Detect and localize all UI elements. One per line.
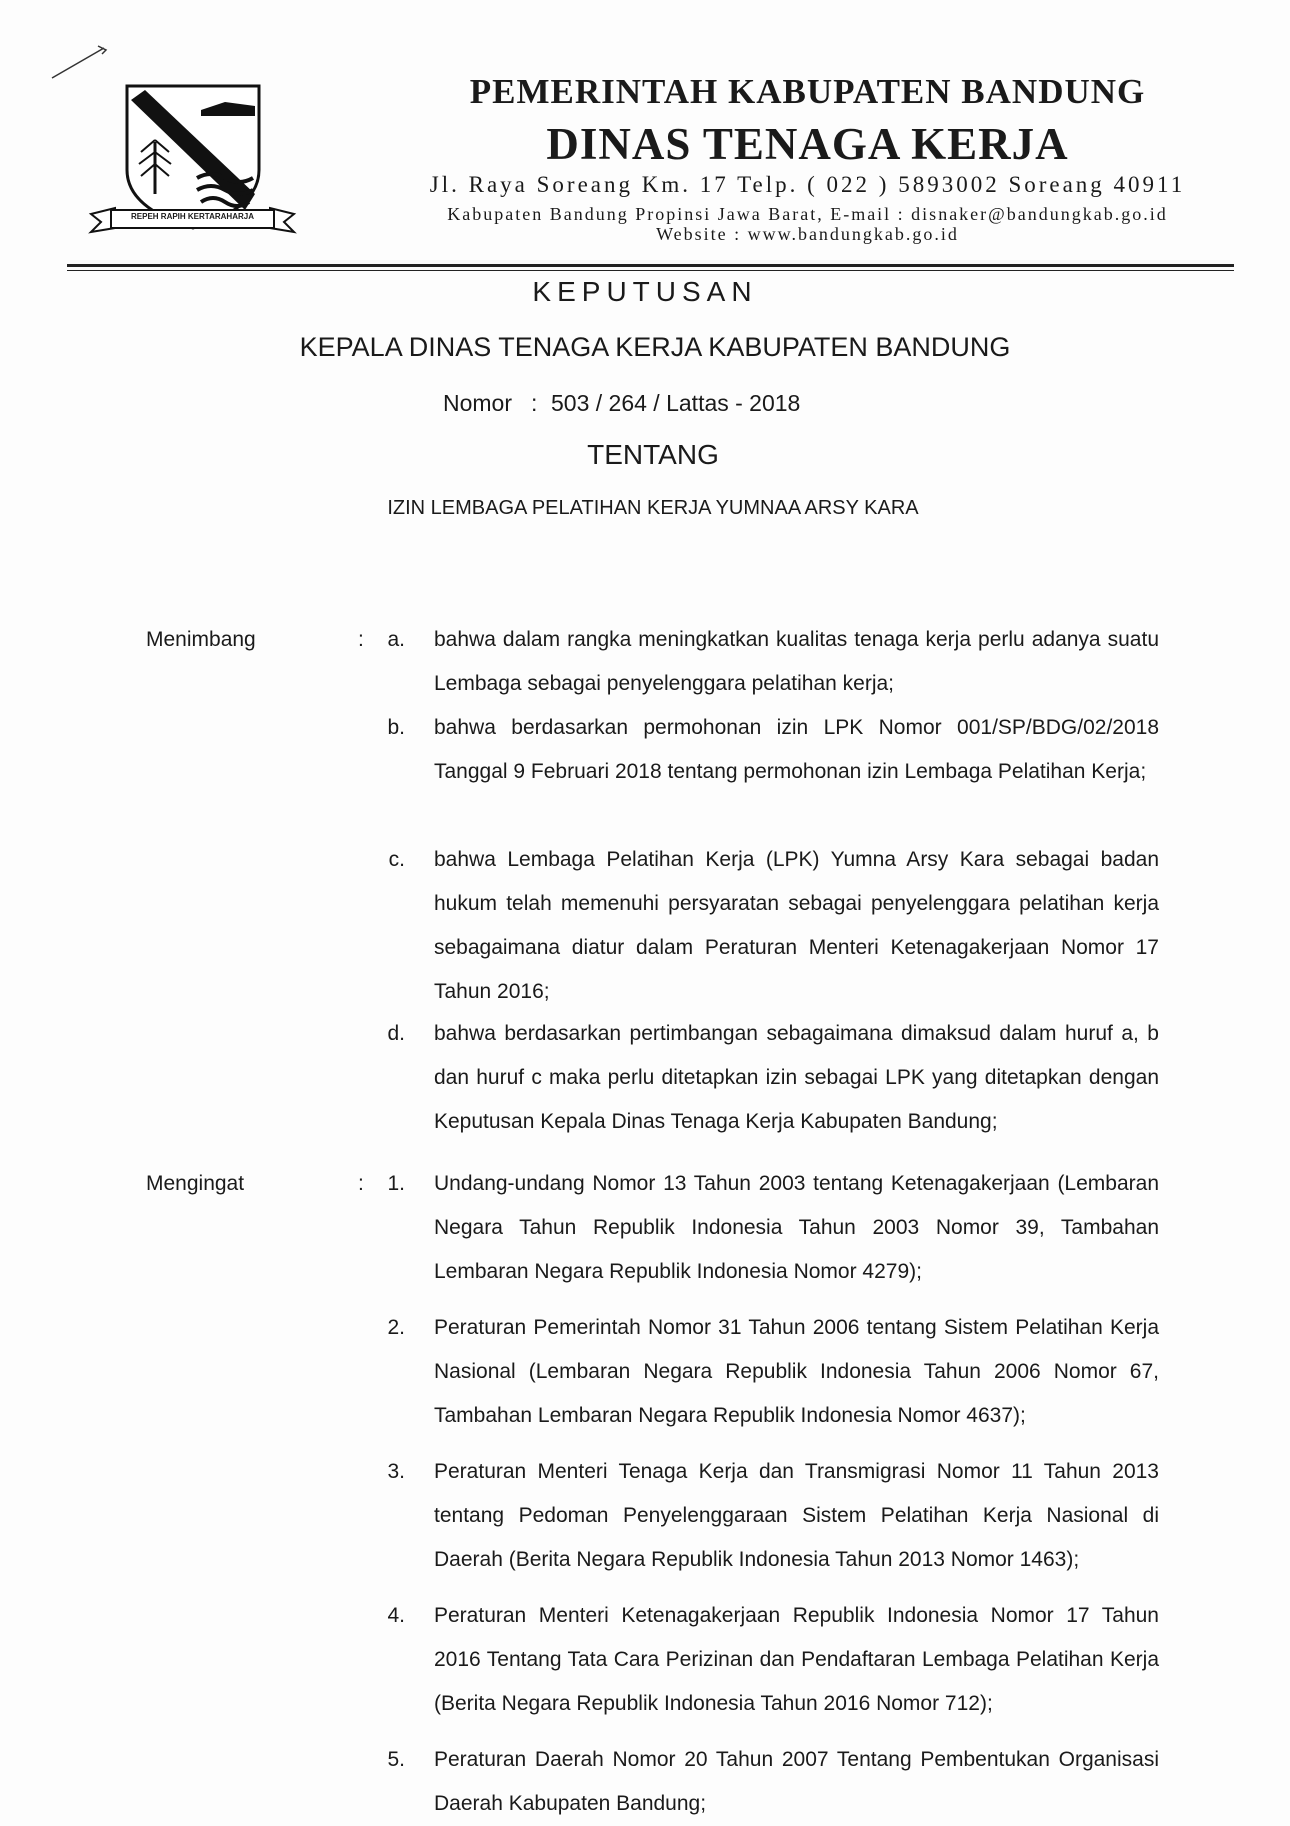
list-marker: c. xyxy=(388,848,405,871)
recalling-item: Peraturan Menteri Ketenagakerjaan Republik Indonesia Nomor 17 Tahun 2016 Tentang Tata Cara Perizinan dan Pendaftaran Lembaga Pelatihan Kerja (Berita Negara Republik Indonesia Tahun 2016 Nomor 712); xyxy=(434,1604,1159,1715)
official-title: KEPALA DINAS TENAGA KERJA KABUPATEN BANDUNG xyxy=(299,332,1011,362)
considering-item: bahwa berdasarkan pertimbangan sebagaimana dimaksud dalam huruf a, b dan huruf c maka perlu ditetapkan izin sebagai LPK yang ditetapkan dengan Keputusan Kepala Dinas Tenaga Kerja Kabupaten Bandung; xyxy=(434,1022,1159,1133)
considering-label: Menimbang xyxy=(146,628,256,651)
considering-item: bahwa berdasarkan permohonan izin LPK Nomor 001/SP/BDG/02/2018 Tanggal 9 Februari 2018 tentang permohonan izin Lembaga Pelatihan Kerja; xyxy=(434,716,1159,783)
number-colon: : xyxy=(531,390,538,416)
list-marker: 3. xyxy=(387,1460,405,1483)
recalling-colon: : xyxy=(358,1172,364,1195)
number-label: Nomor xyxy=(443,390,513,416)
list-marker: 5. xyxy=(387,1748,405,1771)
recalling-label: Mengingat xyxy=(146,1172,245,1195)
website-line: Website : www.bandungkab.go.id xyxy=(656,224,959,244)
letterhead-rule-thick xyxy=(67,264,1234,267)
list-marker: a. xyxy=(387,628,405,651)
letterhead-rule-thin xyxy=(67,270,1234,271)
list-marker: 2. xyxy=(387,1316,405,1339)
list-marker: d. xyxy=(387,1022,405,1045)
decree-number: 503 / 264 / Lattas - 2018 xyxy=(551,390,801,416)
regency-emblem xyxy=(85,82,300,252)
recalling-item: Peraturan Pemerintah Nomor 31 Tahun 2006 tentang Sistem Pelatihan Kerja Nasional (Lembaran Negara Republik Indonesia Tahun 2006 Nomor 67, Tambahan Lembaran Negara Republik Indonesia Nomor 4637); xyxy=(434,1316,1159,1427)
address-line: Jl. Raya Soreang Km. 17 Telp. ( 022 ) 5893002 Soreang 40911 xyxy=(429,172,1186,197)
considering-colon: : xyxy=(358,628,364,651)
decree-subject: IZIN LEMBAGA PELATIHAN KERJA YUMNAA ARSY KARA xyxy=(387,497,919,519)
considering-item: bahwa Lembaga Pelatihan Kerja (LPK) Yumna Arsy Kara sebagai badan hukum telah memenuhi persyaratan sebagai penyelenggara pelatihan kerja sebagaimana diatur dalam Peraturan Menteri Ketenagakerjaan Nomor 17 Tahun 2016; xyxy=(434,848,1159,1003)
about-label: TENTANG xyxy=(587,439,719,470)
contact-line: Kabupaten Bandung Propinsi Jawa Barat, E-mail : disnaker@bandungkab.go.id xyxy=(447,204,1168,224)
emblem-motto: REPEH RAPIH KERTARAHARJA xyxy=(131,212,254,221)
list-marker: 1. xyxy=(387,1172,405,1195)
recalling-item: Undang-undang Nomor 13 Tahun 2003 tentang Ketenagakerjaan (Lembaran Negara Tahun Republik Indonesia Tahun 2003 Nomor 39, Tambahan Lembaran Negara Republik Indonesia Nomor 4279); xyxy=(434,1172,1159,1283)
considering-item: bahwa dalam rangka meningkatkan kualitas tenaga kerja perlu adanya suatu Lembaga sebagai penyelenggara pelatihan kerja; xyxy=(434,628,1159,695)
agency-name: DINAS TENAGA KERJA xyxy=(546,119,1069,169)
decree-title: KEPUTUSAN xyxy=(532,276,758,307)
list-marker: 4. xyxy=(387,1604,405,1627)
recalling-item: Peraturan Daerah Nomor 20 Tahun 2007 Tentang Pembentukan Organisasi Daerah Kabupaten Bandung; xyxy=(434,1748,1159,1815)
list-marker: b. xyxy=(387,716,405,739)
government-name: PEMERINTAH KABUPATEN BANDUNG xyxy=(469,72,1146,111)
pen-stroke-mark xyxy=(50,42,110,82)
recalling-item: Peraturan Menteri Tenaga Kerja dan Transmigrasi Nomor 11 Tahun 2013 tentang Pedoman Penyelenggaraan Sistem Pelatihan Kerja Nasional di Daerah (Berita Negara Republik Indonesia Tahun 2013 Nomor 1463); xyxy=(434,1460,1159,1571)
